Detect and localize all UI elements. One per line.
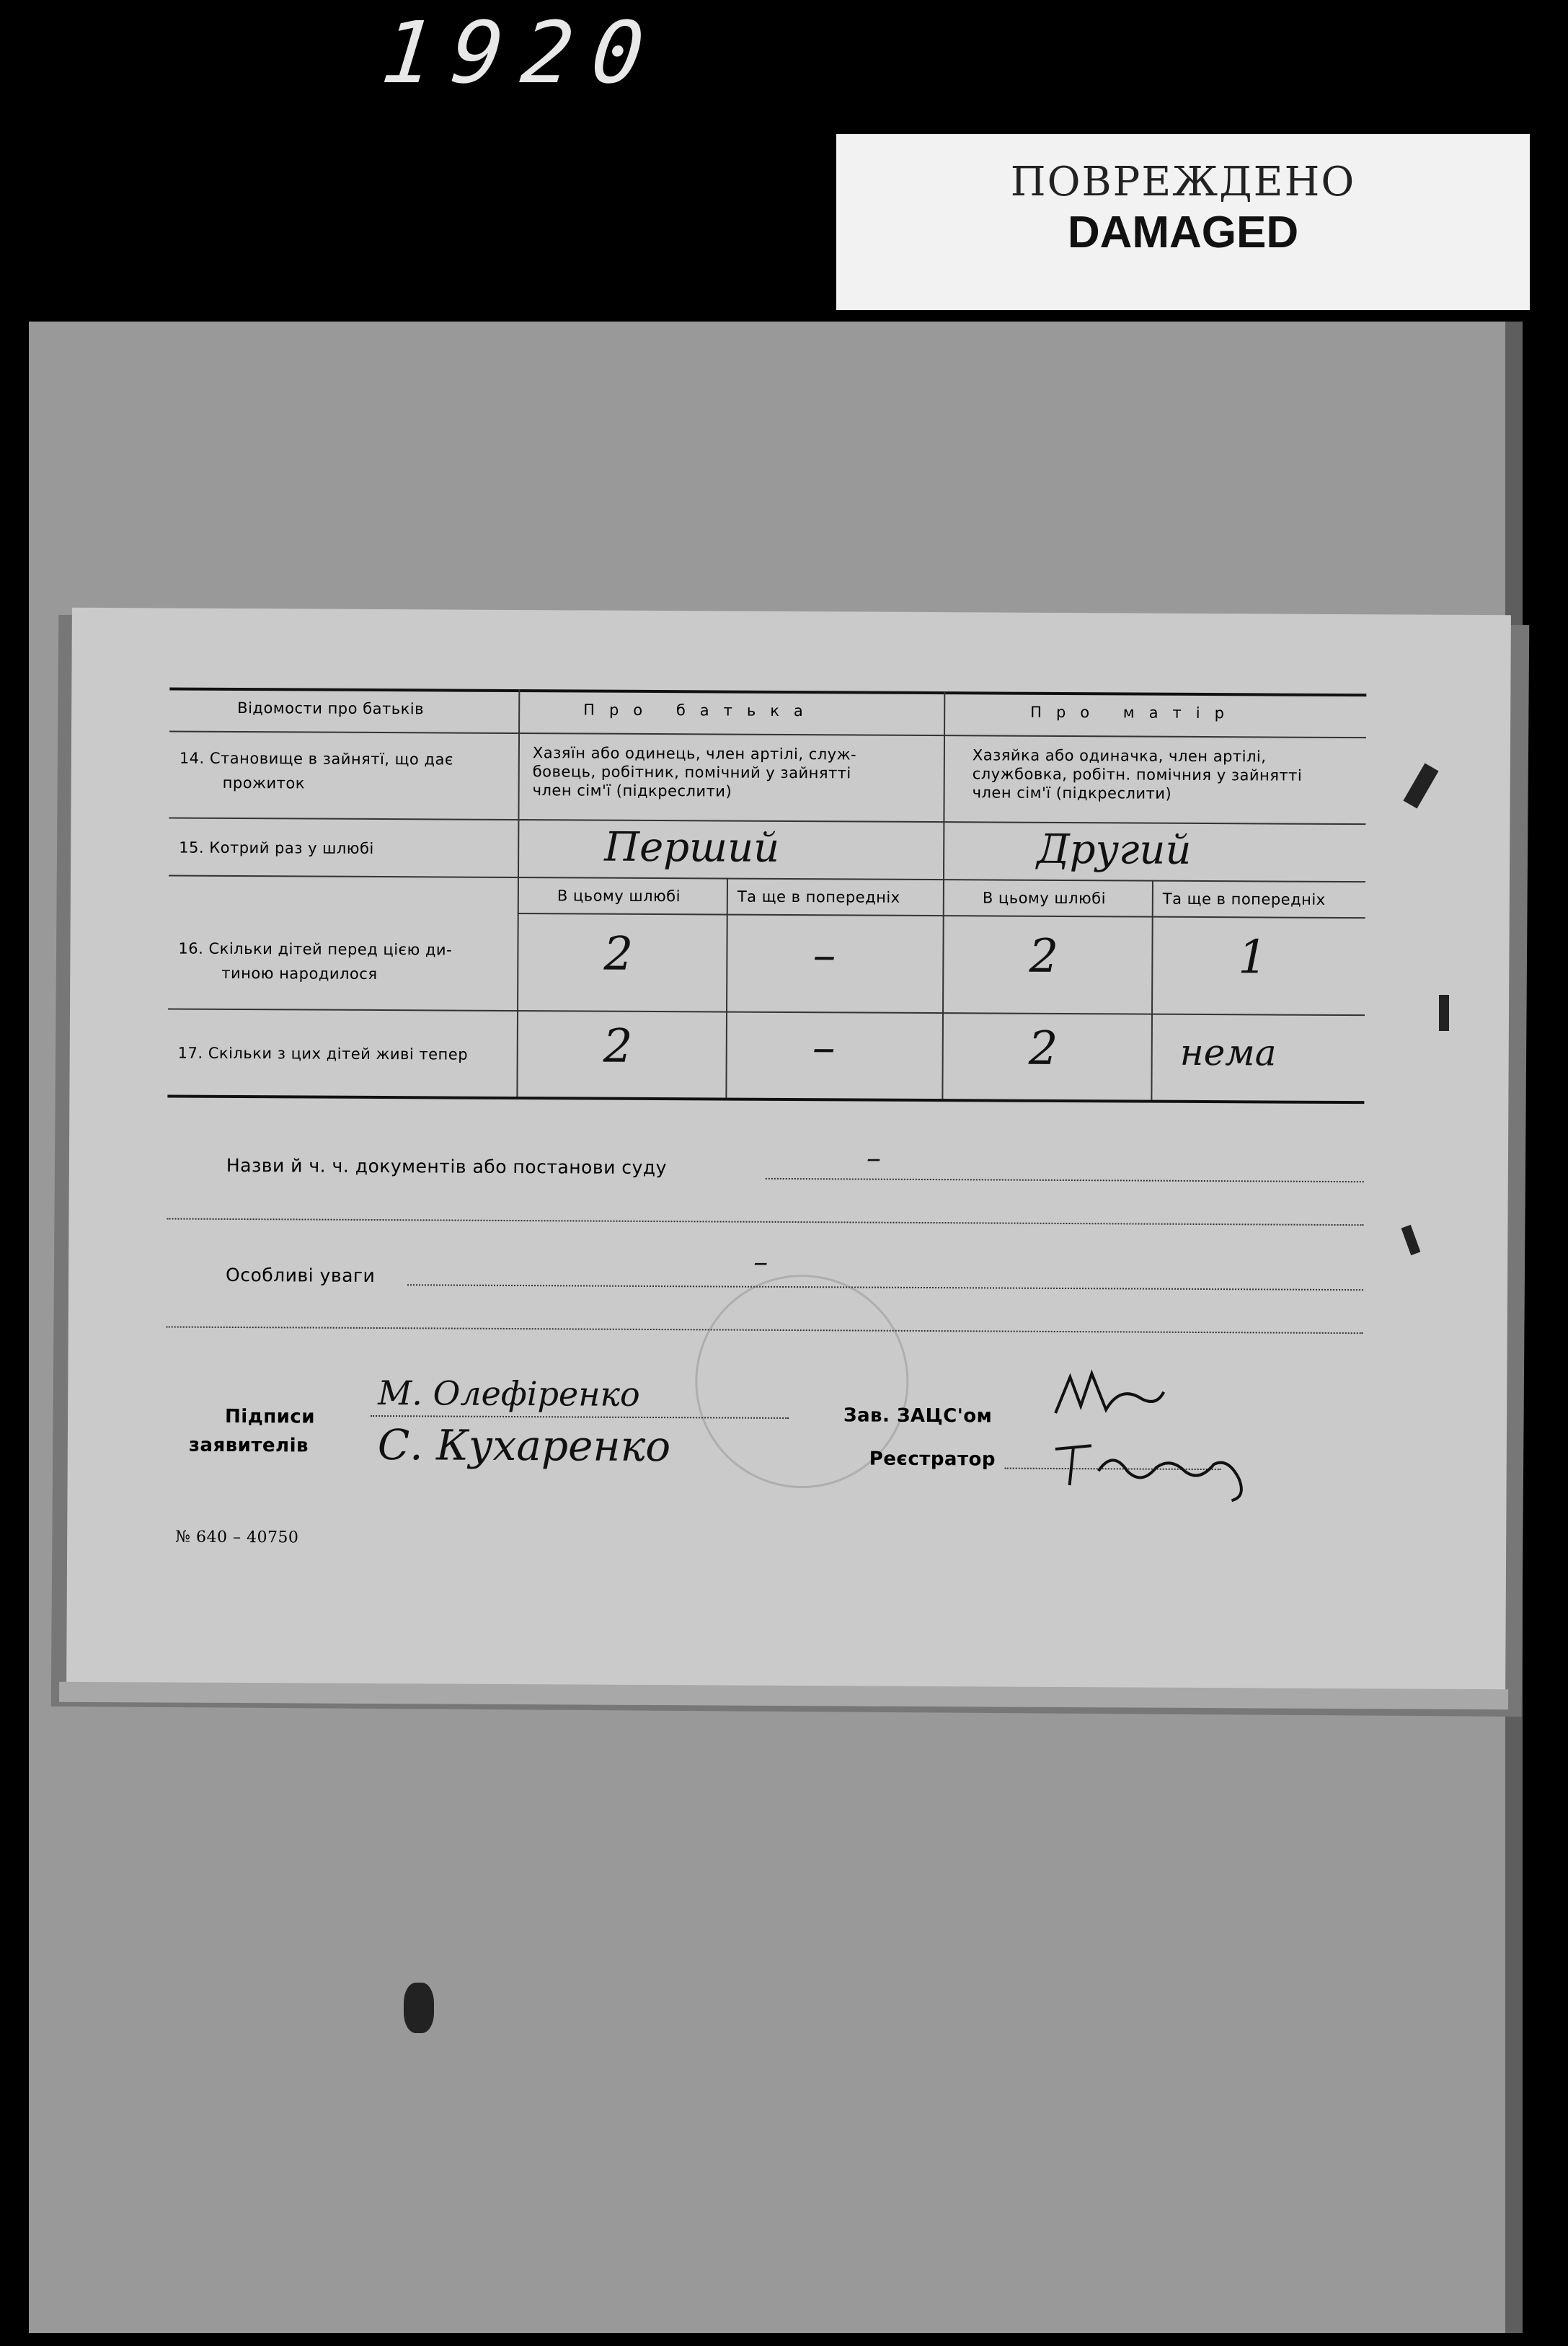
row14-mother-line3: член сім'ї (підкреслити) <box>972 784 1172 802</box>
head-signature-scribble <box>1048 1363 1171 1428</box>
damaged-stamp <box>836 134 1530 310</box>
row-divider <box>169 730 1366 738</box>
record-card <box>66 608 1511 1696</box>
row16-label-line2: тиною народилося <box>221 964 378 983</box>
year-label: 1920 <box>376 3 668 102</box>
row17-mother-prev: нема <box>1179 1031 1277 1074</box>
notes-value: – <box>753 1245 769 1279</box>
head-zags-label: Зав. ЗАЦС'ом <box>843 1404 993 1427</box>
header-col1: Відомости про батьків <box>237 699 425 718</box>
row-divider <box>518 913 1365 919</box>
subheader-mother-prev: Та ще в попередніх <box>1162 890 1326 908</box>
documents-line <box>766 1178 1364 1182</box>
row14-father-line3: член сім'ї (підкреслити) <box>532 782 732 800</box>
row16-mother-this: 2 <box>1029 929 1059 983</box>
row14-mother-line2: службовка, робітн. помічния у зайнятті <box>972 765 1303 784</box>
row14-label-line1: 14. Становище в зайнятї, що дає <box>179 749 453 769</box>
row-divider <box>169 875 1365 882</box>
row14-father-line1: Хазяїн або одинець, член артілі, служ- <box>532 744 857 763</box>
damaged-stamp-en: DAMAGED <box>1067 208 1299 257</box>
documents-value: – <box>866 1141 882 1175</box>
row16-father-this: 2 <box>603 927 634 981</box>
row-divider <box>169 817 1365 825</box>
registrar-signature-scribble <box>1047 1427 1264 1508</box>
header-col2: Про батька <box>583 701 818 720</box>
row15-mother-value: Другий <box>1037 825 1192 874</box>
row-divider <box>168 1008 1365 1016</box>
edge-mark <box>1439 995 1449 1031</box>
subheader-mother-this: В цьому шлюбі <box>982 889 1107 908</box>
row17-mother-this: 2 <box>1028 1022 1058 1076</box>
row15-father-value: Перший <box>604 823 780 872</box>
row16-mother-prev: 1 <box>1238 931 1268 985</box>
table-bottom-rule <box>167 1094 1364 1104</box>
column-divider <box>942 691 945 1099</box>
row14-mother-line1: Хазяйка або одиначка, член артілі, <box>972 746 1267 766</box>
row14-father-line2: бовець, робітник, помічний у зайнятті <box>532 763 851 782</box>
subheader-father-prev: Та ще в попередніх <box>737 888 900 906</box>
column-divider <box>1151 880 1153 1100</box>
form-number: № 640 – 40750 <box>175 1528 299 1547</box>
column-divider <box>516 689 520 1097</box>
signatures-label-line1: Підписи <box>224 1405 316 1428</box>
row17-label: 17. Скільки з цих дітей живі тепер <box>177 1044 469 1063</box>
column-divider <box>725 878 728 1098</box>
documents-line-2 <box>167 1218 1363 1226</box>
notes-line <box>407 1284 1363 1291</box>
row14-label-line2: прожиток <box>222 774 305 792</box>
documents-label: Назви й ч. ч. документів або постанови суду <box>226 1154 668 1179</box>
row15-label: 15. Котрий раз у шлюбі <box>179 838 374 857</box>
ink-blot <box>404 1983 434 2033</box>
subheader-father-this: В цьому шлюбі <box>557 887 681 906</box>
table-top-rule <box>169 687 1366 696</box>
row17-father-prev: – <box>812 1021 836 1075</box>
registrar-label: Реєстратор <box>869 1448 996 1471</box>
row17-father-this: 2 <box>603 1019 633 1074</box>
signature-applicant-1: М. Олефіренко <box>378 1373 640 1414</box>
damaged-stamp-ru: ПОВРЕЖДЕНО <box>1010 159 1356 205</box>
header-col3: Про матір <box>1030 703 1239 722</box>
signatures-label-line2: заявителів <box>188 1434 309 1457</box>
row16-label-line1: 16. Скільки дітей перед цією ди- <box>178 939 453 959</box>
signature-applicant-2: С. Кухаренко <box>377 1420 671 1471</box>
row16-father-prev: – <box>812 929 836 983</box>
notes-label: Особливі уваги <box>226 1264 376 1286</box>
